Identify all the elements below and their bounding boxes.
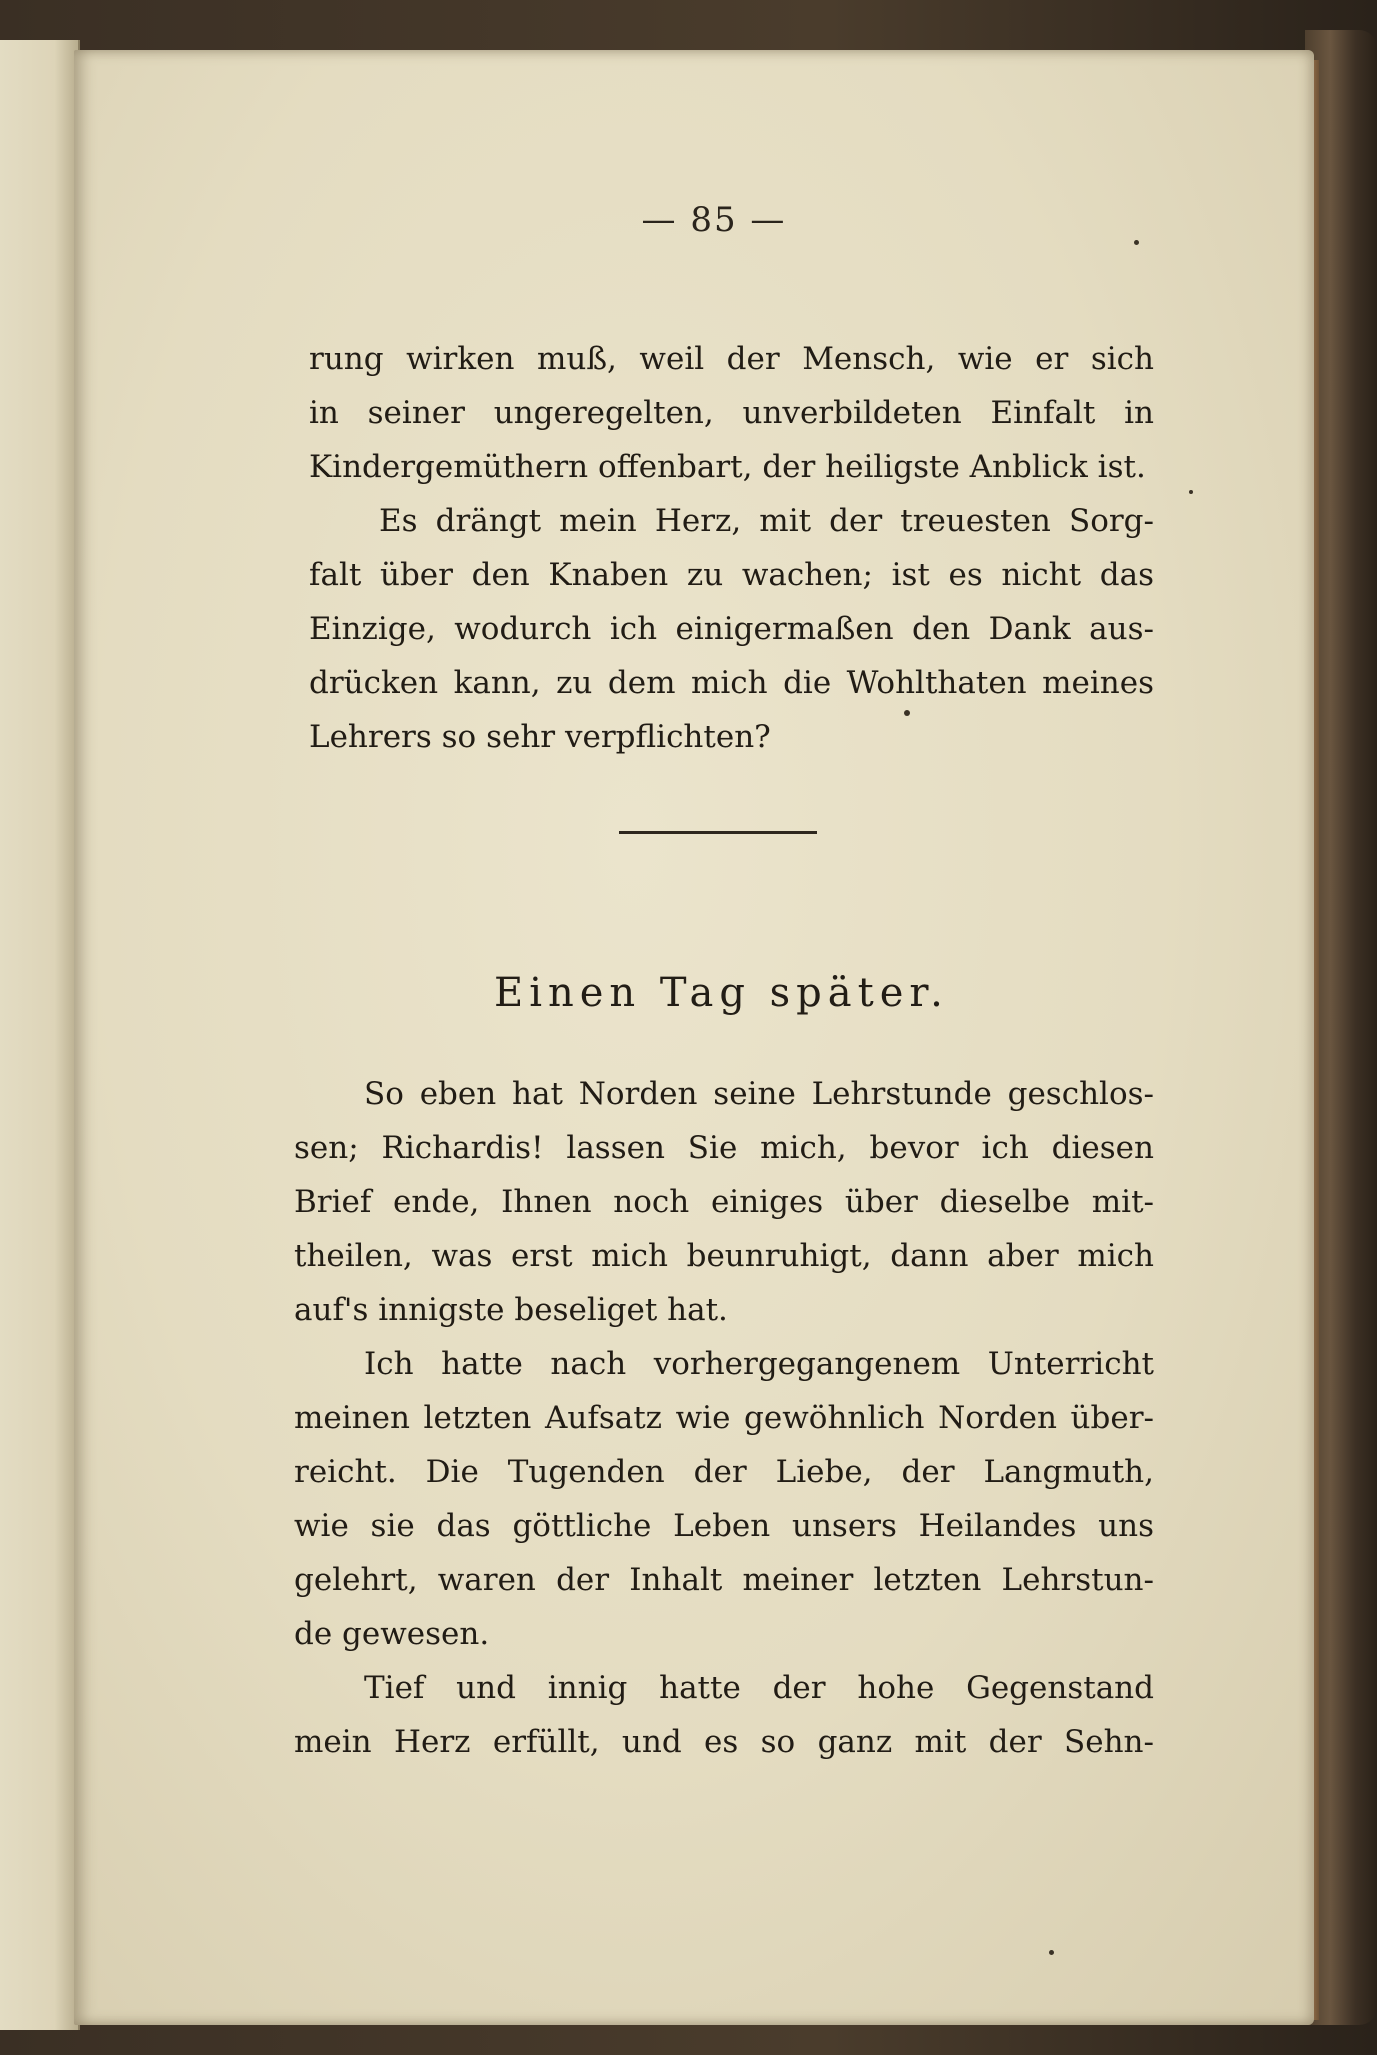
text-line: Es drängt mein Herz, mit der treuesten Sorg- bbox=[379, 503, 1154, 539]
text-line: Einzige, wodurch ich einigermaßen den Dank aus- bbox=[309, 611, 1154, 647]
paper-speck bbox=[1189, 490, 1193, 494]
text-line: theilen, was erst mich beunruhigt, dann aber mich bbox=[294, 1238, 1154, 1274]
section-divider bbox=[619, 831, 817, 834]
paper-speck bbox=[1049, 1950, 1054, 1955]
text-line: drücken kann, zu dem mich die Wohlthaten meines bbox=[309, 665, 1154, 701]
paper-speck bbox=[1134, 240, 1139, 245]
text-line: gelehrt, waren der Inhalt meiner letzten Lehrstun- bbox=[294, 1562, 1154, 1598]
text-line: auf's innigste beseliget hat. bbox=[294, 1292, 728, 1328]
paper-speck bbox=[904, 710, 910, 716]
book-page bbox=[74, 50, 1314, 2025]
text-line: Kindergemüthern offenbart, der heiligste Anblick ist. bbox=[309, 449, 1146, 485]
text-line: in seiner ungeregelten, unverbildeten Einfalt in bbox=[309, 395, 1154, 431]
text-line: So eben hat Norden seine Lehrstunde geschlos- bbox=[364, 1076, 1154, 1112]
text-line: Ich hatte nach vorhergegangenem Unterricht bbox=[364, 1346, 1154, 1382]
section-title: Einen Tag später. bbox=[494, 970, 949, 1016]
text-block-bottom bbox=[294, 1067, 1154, 1769]
facing-page-edge bbox=[0, 40, 80, 2030]
text-line: Brief ende, Ihnen noch einiges über dieselbe mit- bbox=[294, 1184, 1154, 1220]
text-line: de gewesen. bbox=[294, 1616, 490, 1652]
text-block-top bbox=[309, 332, 1154, 764]
page-number: — 85 — bbox=[641, 200, 787, 240]
text-line: reicht. Die Tugenden der Liebe, der Langmuth, bbox=[294, 1454, 1154, 1490]
text-line: wie sie das göttliche Leben unsers Heilandes uns bbox=[294, 1508, 1154, 1544]
text-line: mein Herz erfüllt, und es so ganz mit der Sehn- bbox=[294, 1724, 1154, 1760]
text-line: falt über den Knaben zu wachen; ist es nicht das bbox=[309, 557, 1154, 593]
text-line: Tief und innig hatte der hohe Gegenstand bbox=[364, 1670, 1154, 1706]
text-line: rung wirken muß, weil der Mensch, wie er sich bbox=[309, 341, 1154, 377]
text-line: Lehrers so sehr verpflichten? bbox=[309, 719, 771, 755]
text-line: meinen letzten Aufsatz wie gewöhnlich Norden über- bbox=[294, 1400, 1154, 1436]
text-line: sen; Richardis! lassen Sie mich, bevor ich diesen bbox=[294, 1130, 1154, 1166]
